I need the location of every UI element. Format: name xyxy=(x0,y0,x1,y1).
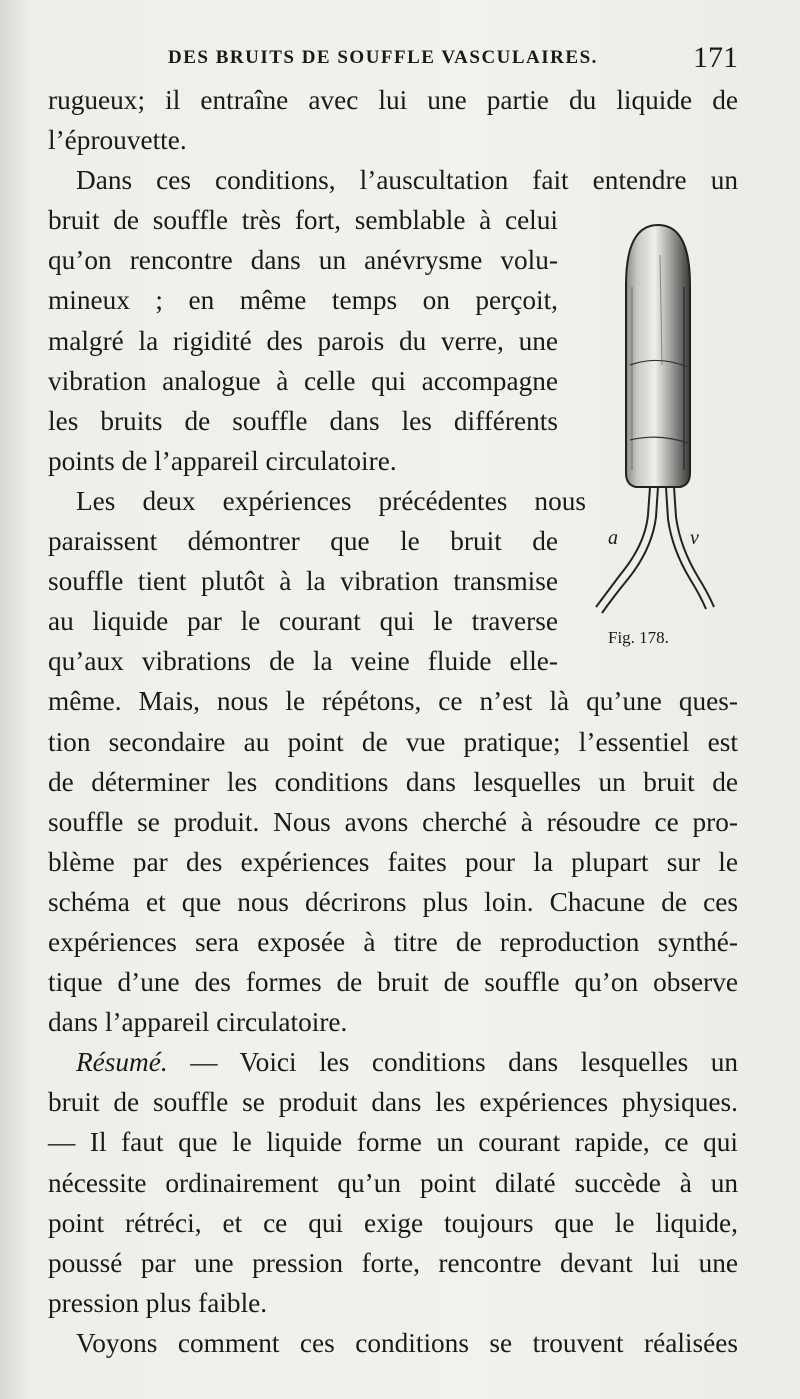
text-line: bruit de souffle très fort, semblable à celui xyxy=(48,205,558,236)
text-line: point rétréci, et ce qui exige toujours que le liquide, xyxy=(48,1207,738,1238)
text-line: Dans ces conditions, l’auscultation fait entendre un xyxy=(76,165,738,196)
text-line: les bruits de souffle dans les différents xyxy=(48,405,558,436)
text-line: blème par des expériences faites pour la plupart sur le xyxy=(48,846,738,877)
figure-caption: Fig. 178. xyxy=(608,628,669,647)
resume-label: Résumé. xyxy=(76,1047,168,1078)
text-line: — Il faut que le liquide forme un courant rapide, ce qui xyxy=(48,1127,738,1158)
text-line: pression plus faible. xyxy=(48,1287,268,1318)
text-line: malgré la rigidité des parois du verre, une xyxy=(48,325,558,356)
text-line: même. Mais, nous le répétons, ce n’est là qu’une ques- xyxy=(48,686,738,717)
text-line: mineux ; en même temps on perçoit, xyxy=(48,285,558,316)
page-number: 171 xyxy=(693,41,738,74)
figure-label-v: v xyxy=(690,527,699,549)
text-line: qu’on rencontre dans un anévrysme volu- xyxy=(48,245,558,276)
text-line: souffle tient plutôt à la vibration transmise xyxy=(48,566,558,597)
resume-line xyxy=(48,1042,738,1082)
text-line: bruit de souffle se produit dans les expériences physiques. xyxy=(48,1087,738,1118)
text-line: Voyons comment ces conditions se trouvent réalisées xyxy=(76,1327,738,1358)
text-line: schéma et que nous décrirons plus loin. Chacune de ces xyxy=(48,886,738,917)
text-line: dans l’appareil circulatoire. xyxy=(48,1007,348,1038)
text-line: Les deux expériences précédentes nous xyxy=(76,485,586,516)
text-line: qu’aux vibrations de la veine fluide elle- xyxy=(48,646,558,677)
figure-label-a: a xyxy=(608,527,618,549)
text-line: souffle se produit. Nous avons cherché à résoudre ce pro- xyxy=(48,806,738,837)
running-head xyxy=(48,41,738,75)
running-title: DES BRUITS DE SOUFFLE VASCULAIRES. xyxy=(168,47,598,68)
resume-text: — Voici les conditions dans lesquelles un xyxy=(190,1047,739,1078)
text-line: poussé par une pression forte, rencontre devant lui une xyxy=(48,1247,738,1278)
text-line: rugueux; il entraîne avec lui une partie du liquide de xyxy=(48,85,738,115)
text-line: au liquide par le courant qui le traverse xyxy=(48,606,558,637)
text-line: tion secondaire au point de vue pratique; l’essentiel est xyxy=(48,726,738,757)
text-line: vibration analogue à celle qui accompagne xyxy=(48,365,558,396)
text-line: nécessite ordinairement qu’un point dilaté succède à un xyxy=(48,1167,738,1198)
test-tube-illustration xyxy=(590,215,740,655)
text-line: points de l’appareil circulatoire. xyxy=(48,445,397,476)
text-line: l’éprouvette. xyxy=(48,125,187,156)
text-line: expériences sera exposée à titre de reproduction synthé- xyxy=(48,926,738,957)
text-line: paraissent démontrer que le bruit de xyxy=(48,526,558,557)
text-line: tique d’une des formes de bruit de souffle qu’on observe xyxy=(48,967,738,998)
text-line: de déterminer les conditions dans lesquelles un bruit de xyxy=(48,766,738,797)
